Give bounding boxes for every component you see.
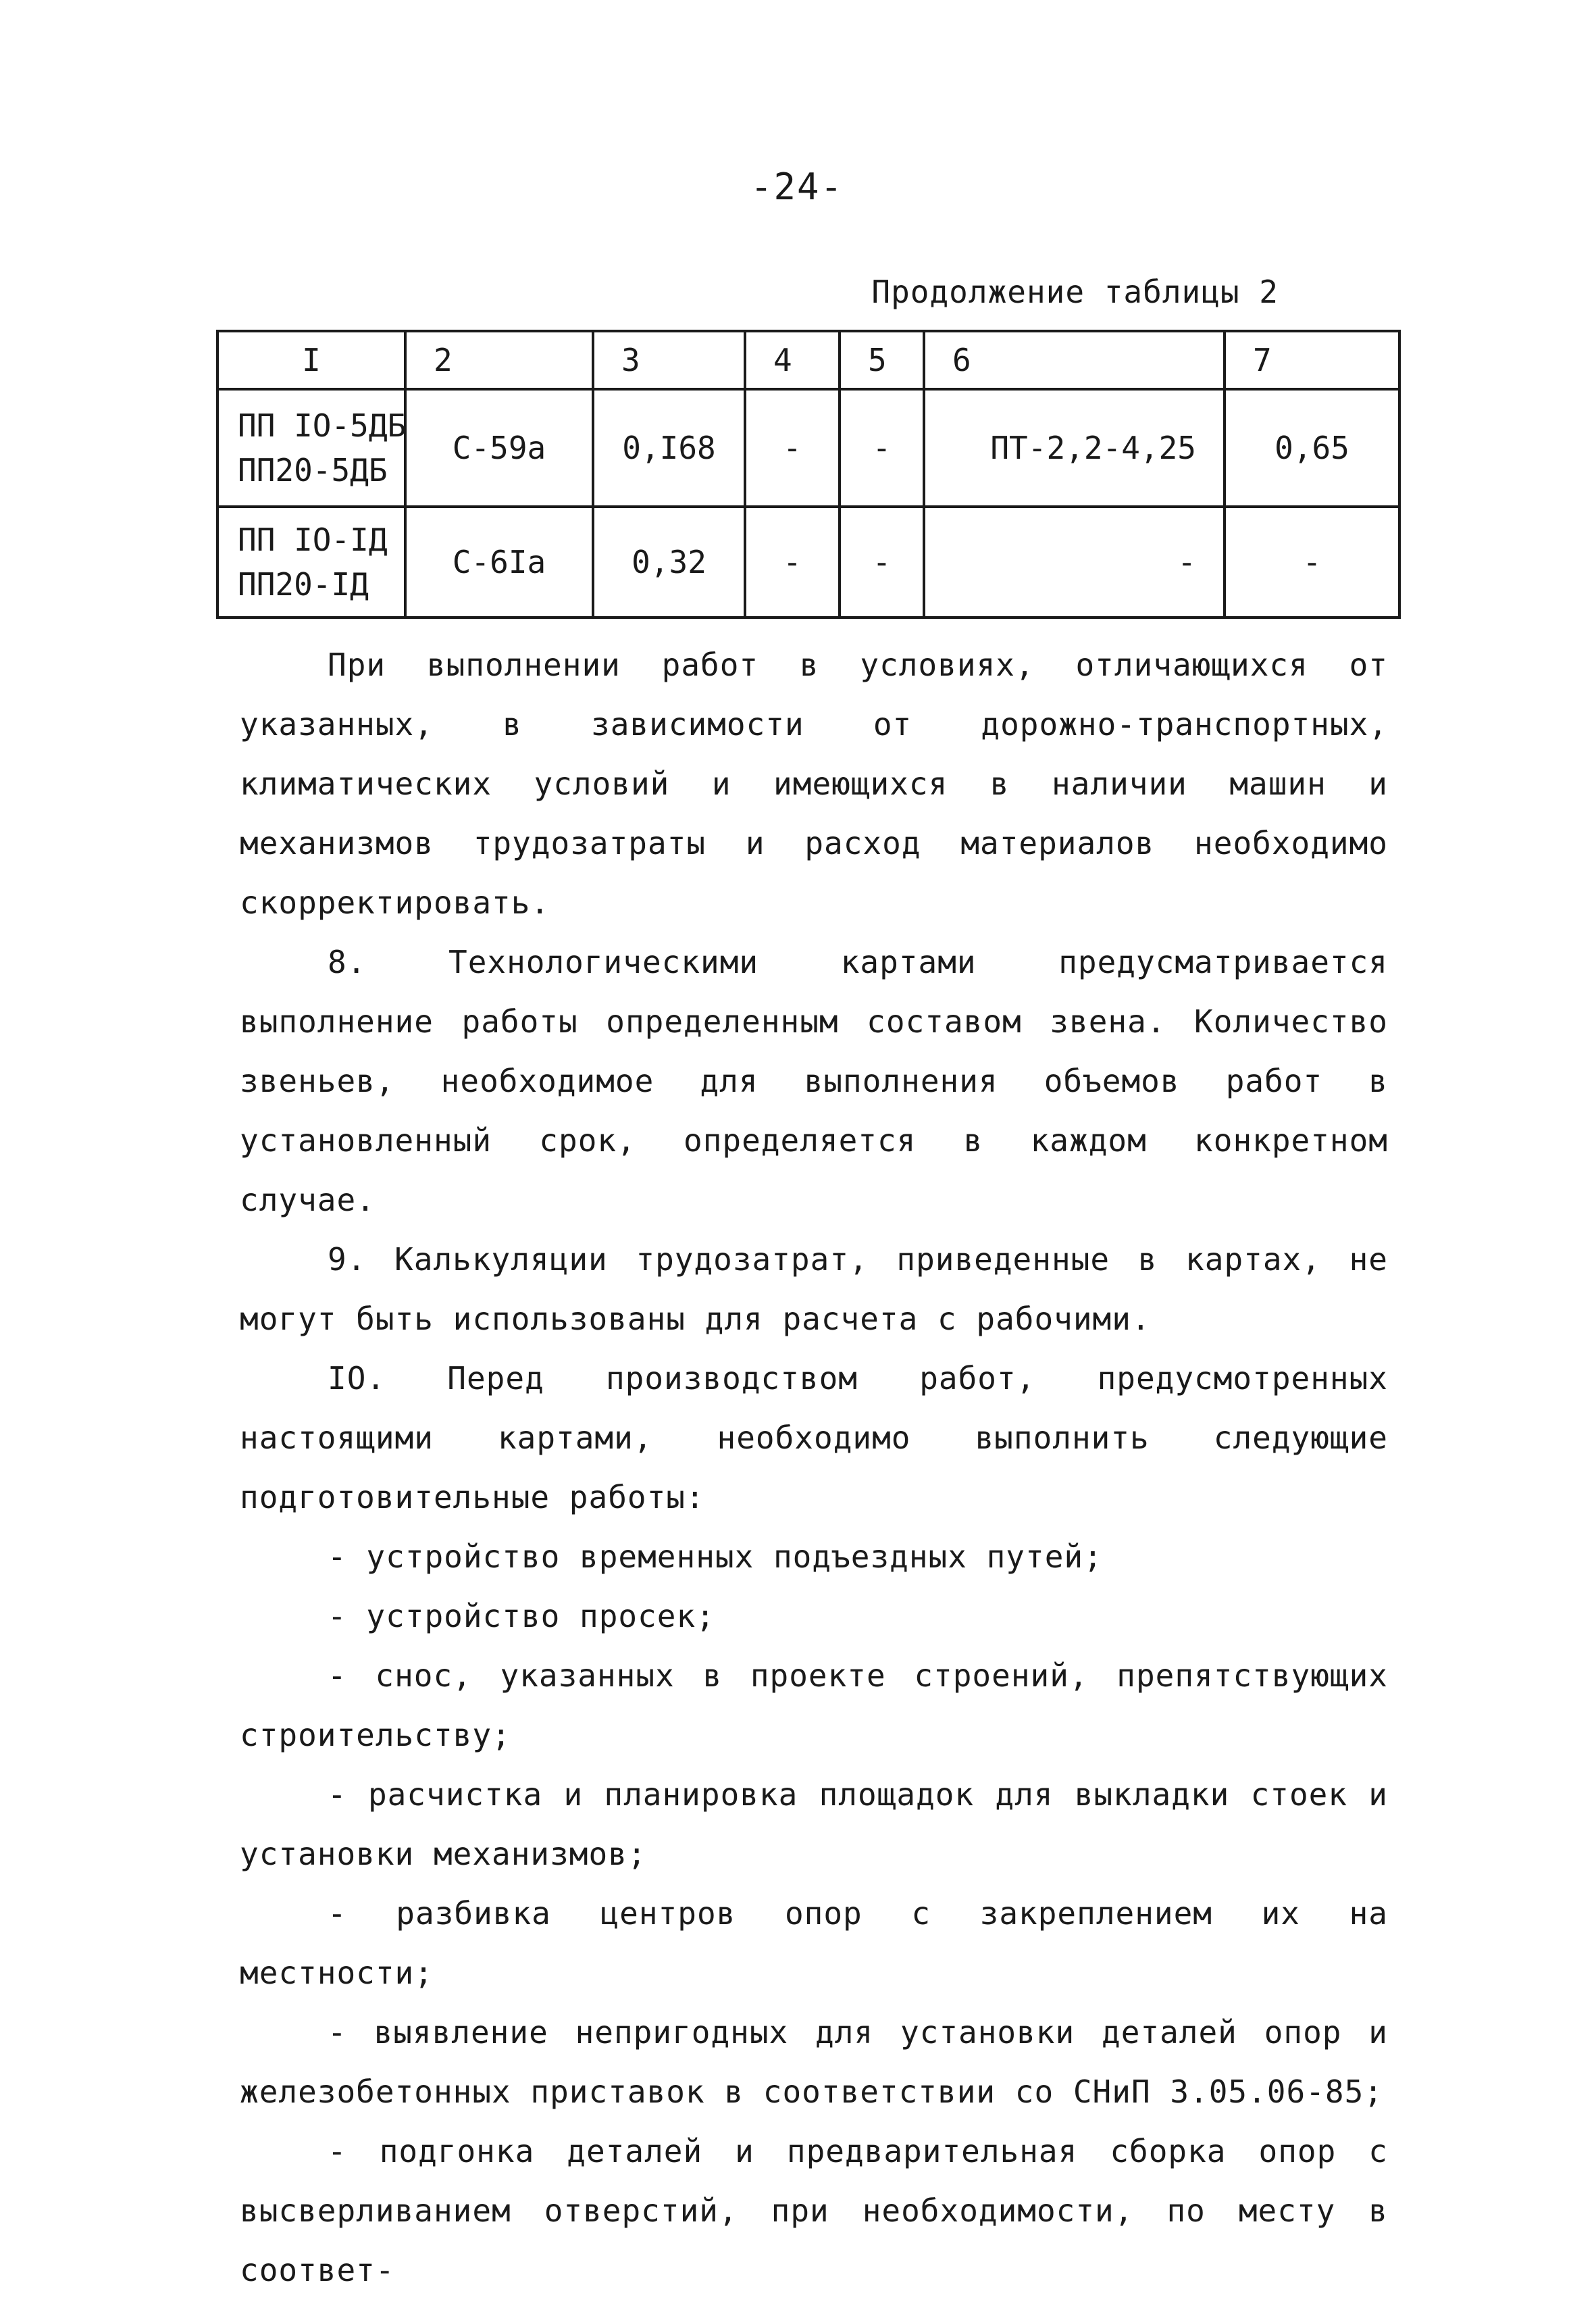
paragraph-conditions: При выполнении работ в условиях, отличающихся от указанных, в зависимости от дорожно-транспортных, климатических условий и имеющихся в наличии машин и механизмов трудозатраты и расход материалов необходимо скорректировать.	[240, 647, 1388, 921]
list-item: - устройство просек;	[328, 1598, 715, 1634]
table-cell: -	[840, 389, 924, 507]
type-line: ПП20-IД	[238, 566, 369, 603]
paragraph-10: IO. Перед производством работ, предусмотренных настоящими картами, необходимо выполнить следующие подготовительные работы:	[240, 1360, 1388, 1515]
data-table	[216, 330, 1401, 619]
paragraph-9: 9. Калькуляции трудозатрат, приведенные в картах, не могут быть использованы для расчета с рабочими.	[240, 1241, 1388, 1337]
body-text	[240, 635, 1388, 2300]
table-header-cell: 5	[840, 331, 924, 389]
table-cell: -	[745, 389, 840, 507]
table-header-cell: 3	[593, 331, 745, 389]
paragraph-8: 8. Технологическими картами предусматривается выполнение работы определенным составом звена. Количество звеньев, необходимое для выполнения объемов работ в установленный срок, определяется в каждом конкретном случае.	[240, 944, 1388, 1218]
table-cell: 0,32	[593, 507, 745, 618]
list-item: - устройство временных подъездных путей;	[328, 1538, 1103, 1575]
table-caption: Продолжение таблицы 2	[871, 274, 1279, 310]
table-cell: -	[745, 507, 840, 618]
type-line: ПП IO-5ДБ	[238, 407, 407, 444]
table-header-cell: 6	[924, 331, 1225, 389]
table-cell: -	[840, 507, 924, 618]
list-item: - разбивка центров опор с закреплением их на местности;	[240, 1895, 1388, 1991]
table-cell: С-6Iа	[405, 507, 593, 618]
table-header-cell: 4	[745, 331, 840, 389]
table-header-row	[217, 331, 1399, 389]
table-cell: -	[924, 507, 1225, 618]
table-cell-type	[217, 389, 405, 507]
list-item: - снос, указанных в проекте строений, препятствующих строительству;	[240, 1657, 1388, 1753]
table-header-cell: 7	[1225, 331, 1399, 389]
table-cell: С-59а	[405, 389, 593, 507]
table-row	[217, 507, 1399, 618]
page-number: -24-	[750, 166, 844, 208]
table-row	[217, 389, 1399, 507]
table-header-cell: 2	[405, 331, 593, 389]
table-cell: 0,I68	[593, 389, 745, 507]
table-cell: 0,65	[1225, 389, 1399, 507]
type-line: ПП20-5ДБ	[238, 452, 388, 488]
list-item: - подгонка деталей и предварительная сборка опор с высверливанием отверстий, при необходимости, по месту в соответ-	[240, 2133, 1388, 2288]
table-cell-type	[217, 507, 405, 618]
table-cell: -	[1225, 507, 1399, 618]
list-item: - выявление непригодных для установки деталей опор и железобетонных приставок в соответствии со СНиП 3.05.06-85;	[240, 2014, 1388, 2110]
list-item: - расчистка и планировка площадок для выкладки стоек и установки механизмов;	[240, 1776, 1388, 1872]
table-header-cell: I	[217, 331, 405, 389]
type-line: ПП IO-IД	[238, 522, 388, 558]
table-cell: ПТ-2,2-4,25	[924, 389, 1225, 507]
